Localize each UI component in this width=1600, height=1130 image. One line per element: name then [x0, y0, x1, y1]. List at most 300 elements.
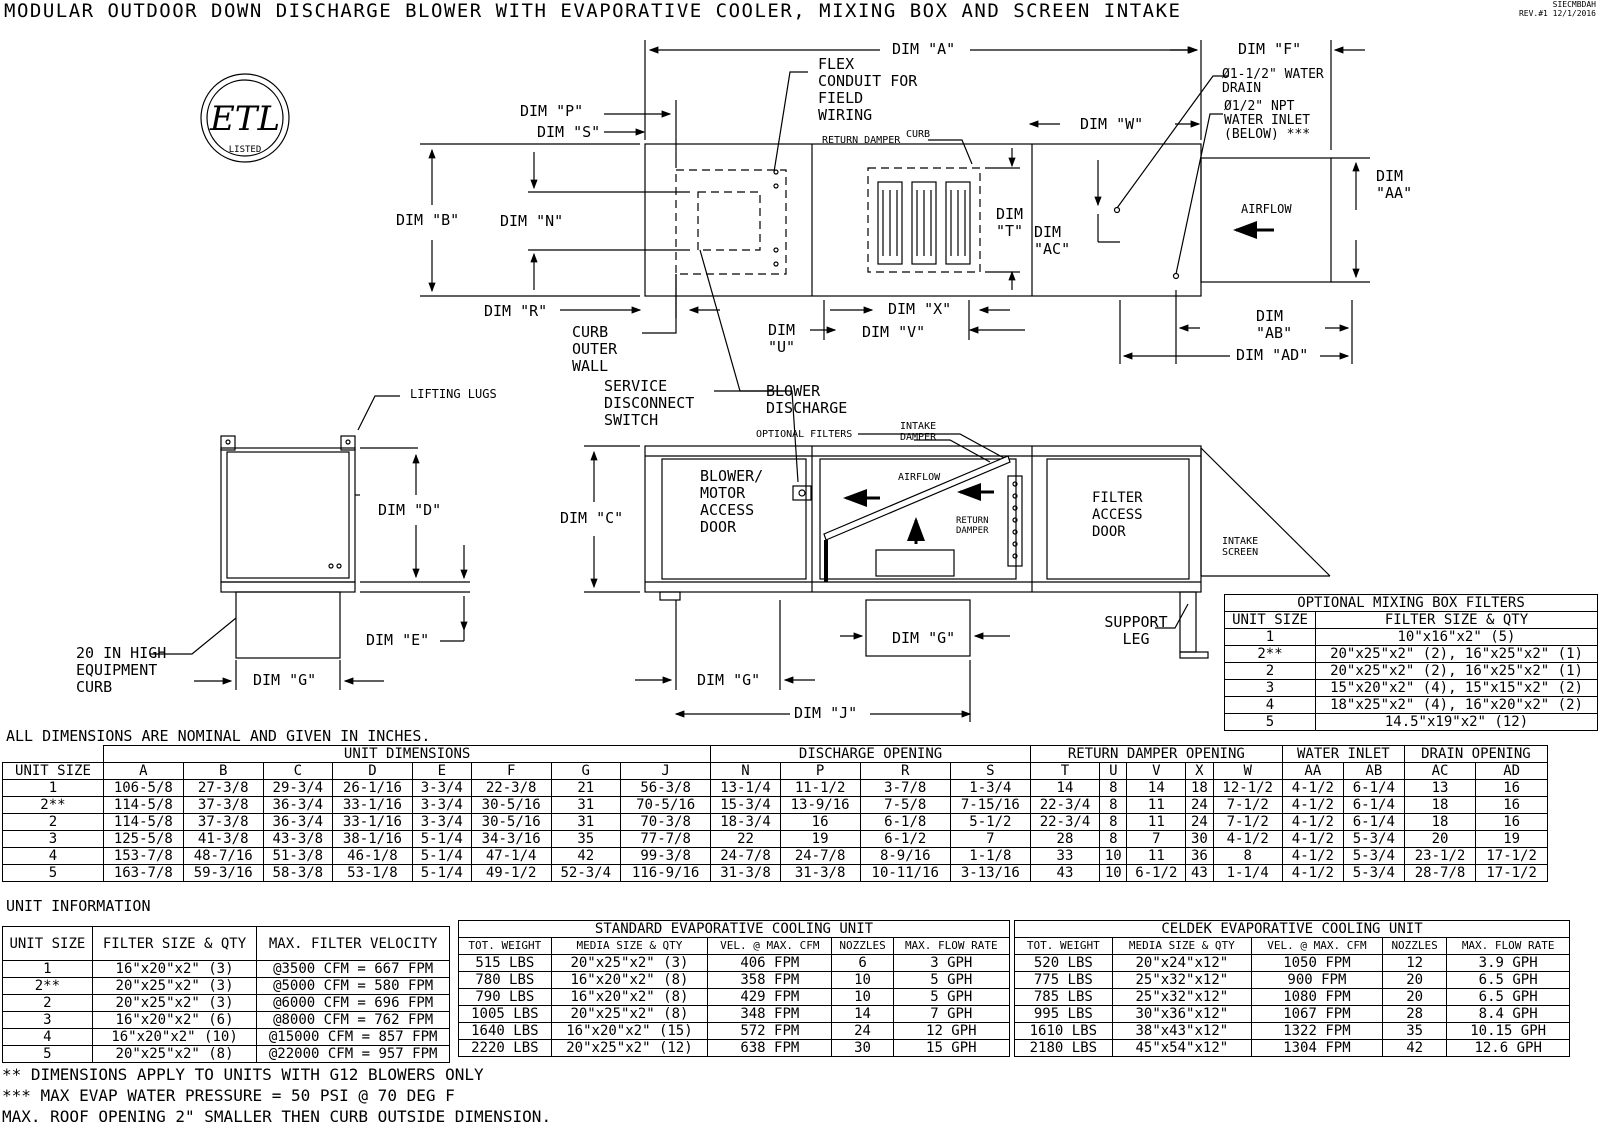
dimension-cell: 22-3/8 [471, 780, 551, 797]
dimension-cell: 13-9/16 [780, 797, 860, 814]
celdek-cell: 1610 LBS [1015, 1023, 1113, 1040]
dimension-cell: 5-3/4 [1343, 848, 1404, 865]
celdek-row [1015, 1023, 1570, 1040]
dimension-cell: 49-1/2 [471, 865, 551, 882]
dim-d-label: DIM "D" [378, 501, 442, 519]
celdek-cell: 785 LBS [1015, 989, 1113, 1006]
dimension-cell: 31-3/8 [711, 865, 780, 882]
return-damper-front-label: RETURN DAMPER [956, 516, 989, 536]
dimension-header-cell: S [950, 763, 1030, 780]
dimension-header-cell: T [1030, 763, 1099, 780]
standard-evap-header-cell: MAX. FLOW RATE [893, 938, 1009, 955]
dimension-cell: 35 [551, 831, 620, 848]
return-damper-blades [878, 182, 970, 264]
celdek-cell: 775 LBS [1015, 972, 1113, 989]
mixing-filters-cell: 15"x20"x2" (4), 15"x15"x2" (2) [1316, 680, 1598, 697]
standard-evap-cell: 15 GPH [893, 1040, 1009, 1057]
dimension-cell: 4-1/2 [1282, 831, 1343, 848]
unit-info-row [3, 978, 450, 995]
dimension-cell: 11 [1127, 814, 1186, 831]
dimension-row [3, 797, 1548, 814]
standard-evap-cell: 790 LBS [459, 989, 552, 1006]
standard-evap-row [459, 989, 1010, 1006]
dimension-cell: 43-3/8 [263, 831, 332, 848]
mixing-filters-cell: 4 [1225, 697, 1316, 714]
celdek-row [1015, 972, 1570, 989]
dim-n-label: DIM "N" [500, 212, 564, 230]
mixing-filters-cell: 3 [1225, 680, 1316, 697]
celdek-cell: 30"x36"x12" [1112, 1006, 1251, 1023]
dimension-cell: 31 [551, 797, 620, 814]
dimension-header-cell: F [471, 763, 551, 780]
dimension-cell: 38-1/16 [333, 831, 413, 848]
dimension-cell: 6-1/4 [1343, 780, 1404, 797]
celdek-title: CELDEK EVAPORATIVE COOLING UNIT [1015, 921, 1570, 938]
group-discharge-opening: DISCHARGE OPENING [711, 746, 1030, 763]
standard-evap-cell: 5 GPH [893, 972, 1009, 989]
standard-evap-header-cell: TOT. WEIGHT [459, 938, 552, 955]
dimension-cell: 1-3/4 [950, 780, 1030, 797]
standard-evap-table [458, 920, 1010, 1057]
celdek-cell: 28 [1382, 1006, 1446, 1023]
dimension-cell: 10-11/16 [860, 865, 950, 882]
dimension-cell: 14 [1127, 780, 1186, 797]
dimension-cell: 14 [1030, 780, 1099, 797]
mixing-filters-cell: 5 [1225, 714, 1316, 731]
dimension-cell: 5-1/4 [412, 865, 471, 882]
standard-evap-cell: 16"x20"x2" (8) [551, 989, 708, 1006]
dim-e-label: DIM "E" [366, 631, 430, 649]
unit-info-row [3, 1046, 450, 1063]
dimension-header-cell: G [551, 763, 620, 780]
dimension-cell: 7-15/16 [950, 797, 1030, 814]
unit-info-cell: @22000 CFM = 957 FPM [257, 1046, 450, 1063]
celdek-cell: 10.15 GPH [1447, 1023, 1570, 1040]
dimension-cell: 24-7/8 [711, 848, 780, 865]
mixing-filters-cell: 20"x25"x2" (2), 16"x25"x2" (1) [1316, 646, 1598, 663]
dimension-header-cell: P [780, 763, 860, 780]
celdek-cell: 1304 FPM [1251, 1040, 1382, 1057]
dimension-cell: 2** [3, 797, 104, 814]
standard-evap-cell: 7 GPH [893, 1006, 1009, 1023]
dim-j-label: DIM "J" [794, 704, 858, 722]
celdek-cell: 1080 FPM [1251, 989, 1382, 1006]
dim-p-label: DIM "P" [520, 102, 584, 120]
unit-info-cell: 20"x25"x2" (8) [92, 1046, 257, 1063]
dimension-cell: 1 [3, 780, 104, 797]
standard-evap-cell: 20"x25"x2" (12) [551, 1040, 708, 1057]
unit-info-row [3, 961, 450, 978]
standard-evap-cell: 16"x20"x2" (15) [551, 1023, 708, 1040]
unit-info-cell: 16"x20"x2" (10) [92, 1029, 257, 1046]
celdek-cell: 6.5 GPH [1447, 972, 1570, 989]
dimension-cell: 16 [1476, 797, 1548, 814]
celdek-header [1015, 938, 1570, 955]
celdek-cell: 520 LBS [1015, 955, 1113, 972]
dimension-cell: 37-3/8 [183, 797, 263, 814]
mixing-filters-cell: 20"x25"x2" (2), 16"x25"x2" (1) [1316, 663, 1598, 680]
dimension-cell: 4-1/2 [1282, 780, 1343, 797]
dimension-table-header [3, 763, 1548, 780]
dimension-cell: 13 [1404, 780, 1475, 797]
dimension-header-cell: N [711, 763, 780, 780]
unit-info-cell: @8000 CFM = 762 FPM [257, 1012, 450, 1029]
dim-a-label: DIM "A" [892, 40, 956, 58]
dimension-cell: 8 [1213, 848, 1282, 865]
standard-evap-header-cell: VEL. @ MAX. CFM [708, 938, 832, 955]
mixing-filters-title: OPTIONAL MIXING BOX FILTERS [1225, 595, 1598, 612]
dimension-cell: 7-1/2 [1213, 814, 1282, 831]
dimension-cell: 56-3/8 [620, 780, 710, 797]
dim-g-front-label: DIM "G" [697, 671, 761, 689]
dimension-cell: 43 [1030, 865, 1099, 882]
mixing-header-filter: FILTER SIZE & QTY [1316, 612, 1598, 629]
dimension-row [3, 831, 1548, 848]
dimension-row [3, 780, 1548, 797]
dim-g-side-label: DIM "G" [253, 671, 317, 689]
celdek-header-cell: MEDIA SIZE & QTY [1112, 938, 1251, 955]
dimension-cell: 31 [551, 814, 620, 831]
unit-info-cell: 16"x20"x2" (3) [92, 961, 257, 978]
dimension-header-cell: X [1186, 763, 1213, 780]
standard-evap-cell: 1005 LBS [459, 1006, 552, 1023]
dimension-cell: 5-3/4 [1343, 831, 1404, 848]
front-view [584, 391, 1330, 722]
water-drain-label: Ø1-1/2" WATER DRAIN [1222, 67, 1324, 96]
standard-evap-cell: 12 GPH [893, 1023, 1009, 1040]
unit-info-row [3, 1029, 450, 1046]
celdek-cell: 42 [1382, 1040, 1446, 1057]
dimension-header-cell: E [412, 763, 471, 780]
dimension-header-cell: W [1213, 763, 1282, 780]
celdek-header-cell: TOT. WEIGHT [1015, 938, 1113, 955]
celdek-cell: 25"x32"x12" [1112, 989, 1251, 1006]
dimension-cell: 8 [1100, 797, 1127, 814]
dimension-cell: 30-5/16 [471, 814, 551, 831]
celdek-header-cell: NOZZLES [1382, 938, 1446, 955]
dimension-cell: 1-1/4 [1213, 865, 1282, 882]
unit-info-cell: @3500 CFM = 667 FPM [257, 961, 450, 978]
dimension-cell: 33-1/16 [333, 814, 413, 831]
dimension-cell: 51-3/8 [263, 848, 332, 865]
dimension-cell: 6-1/4 [1343, 814, 1404, 831]
mixing-filters-cell: 2 [1225, 663, 1316, 680]
dimension-cell: 12-1/2 [1213, 780, 1282, 797]
group-water-inlet: WATER INLET [1282, 746, 1404, 763]
standard-evap-row [459, 1006, 1010, 1023]
dimension-cell: 22 [711, 831, 780, 848]
dimension-cell: 5-1/4 [412, 848, 471, 865]
dimension-cell: 3-3/4 [412, 780, 471, 797]
revision-date: REV.#1 12/1/2016 [1518, 9, 1596, 18]
standard-evap-header [459, 938, 1010, 955]
intake-damper-label: INTAKE DAMPER [900, 421, 937, 443]
dimension-cell: 4-1/2 [1282, 848, 1343, 865]
optional-filters-label: OPTIONAL FILTERS [756, 429, 853, 440]
curb-label: CURB [906, 129, 931, 140]
dimension-cell: 22-3/4 [1030, 814, 1099, 831]
dimension-cell: 31-3/8 [780, 865, 860, 882]
mixing-header-size: UNIT SIZE [1225, 612, 1316, 629]
dimension-cell: 28-7/8 [1404, 865, 1475, 882]
dimension-cell: 7-5/8 [860, 797, 950, 814]
dimension-header-cell: J [620, 763, 710, 780]
dimension-header-cell: UNIT SIZE [3, 763, 104, 780]
unit-info-header-cell: UNIT SIZE [3, 927, 93, 961]
dim-b-label: DIM "B" [396, 211, 460, 229]
mixing-filters-row [1225, 629, 1598, 646]
standard-evap-cell: 10 [832, 972, 893, 989]
water-inlet-label: Ø1/2" NPT WATER INLET (BELOW) *** [1224, 99, 1311, 142]
dimension-cell: 33 [1030, 848, 1099, 865]
return-damper-top-label: RETURN DAMPER [822, 135, 901, 146]
dimension-cell: 4-1/2 [1282, 797, 1343, 814]
dimension-cell: 22-3/4 [1030, 797, 1099, 814]
lifting-lugs-label: LIFTING LUGS [410, 387, 497, 401]
dimension-header-cell: AC [1404, 763, 1475, 780]
dimension-cell: 36-3/4 [263, 814, 332, 831]
dimensions-note: ALL DIMENSIONS ARE NOMINAL AND GIVEN IN INCHES. [6, 727, 431, 745]
unit-info-row [3, 1012, 450, 1029]
dimension-cell: 13-1/4 [711, 780, 780, 797]
dimension-cell: 53-1/8 [333, 865, 413, 882]
logo-text: ETL [209, 99, 281, 139]
unit-info-cell: @6000 CFM = 696 FPM [257, 995, 450, 1012]
dimension-cell: 20 [1404, 831, 1475, 848]
dimension-table [2, 745, 1548, 882]
dimension-cell: 5-1/4 [412, 831, 471, 848]
unit-info-cell: 2 [3, 995, 93, 1012]
curb-outer-wall-label: CURB OUTER WALL [572, 323, 618, 375]
dimension-cell: 18-3/4 [711, 814, 780, 831]
dimension-header-cell: AA [1282, 763, 1343, 780]
unit-info-cell: 3 [3, 1012, 93, 1029]
standard-evap-title: STANDARD EVAPORATIVE COOLING UNIT [459, 921, 1010, 938]
dim-u-label: DIM "U" [768, 321, 796, 356]
dim-w-label: DIM "W" [1080, 115, 1144, 133]
dimension-cell: 23-1/2 [1404, 848, 1475, 865]
dim-f-label: DIM "F" [1238, 40, 1302, 58]
standard-evap-cell: 638 FPM [708, 1040, 832, 1057]
dimension-cell: 163-7/8 [103, 865, 183, 882]
dim-ad-label: DIM "AD" [1236, 346, 1309, 364]
celdek-row [1015, 955, 1570, 972]
standard-evap-row [459, 972, 1010, 989]
dimension-cell: 6-1/2 [860, 831, 950, 848]
dimension-cell: 37-3/8 [183, 814, 263, 831]
dimension-cell: 43 [1186, 865, 1213, 882]
dimension-cell: 21 [551, 780, 620, 797]
dimension-row [3, 814, 1548, 831]
dimension-cell: 52-3/4 [551, 865, 620, 882]
dim-c-label: DIM "C" [560, 509, 624, 527]
dimension-cell: 17-1/2 [1476, 848, 1548, 865]
dim-aa-label: DIM "AA" [1376, 167, 1413, 202]
unit-info-cell: 2** [3, 978, 93, 995]
celdek-table [1014, 920, 1570, 1057]
unit-info-cell: @5000 CFM = 580 FPM [257, 978, 450, 995]
unit-info-cell: 20"x25"x2" (3) [92, 995, 257, 1012]
dimension-cell: 99-3/8 [620, 848, 710, 865]
dimension-cell: 3-3/4 [412, 797, 471, 814]
standard-evap-cell: 1640 LBS [459, 1023, 552, 1040]
dimension-cell: 5 [3, 865, 104, 882]
mixing-filters-table [1224, 594, 1598, 731]
dimension-cell: 11 [1127, 848, 1186, 865]
dimension-cell: 15-3/4 [711, 797, 780, 814]
celdek-cell: 1067 FPM [1251, 1006, 1382, 1023]
celdek-row [1015, 1006, 1570, 1023]
unit-info-cell: 4 [3, 1029, 93, 1046]
drawing-code: SIECMBDAH [1552, 0, 1596, 9]
celdek-cell: 20 [1382, 972, 1446, 989]
dimension-cell: 116-9/16 [620, 865, 710, 882]
dimension-header-cell: R [860, 763, 950, 780]
dimension-cell: 59-3/16 [183, 865, 263, 882]
dimension-cell: 3-13/16 [950, 865, 1030, 882]
dimension-header-cell: AB [1343, 763, 1404, 780]
standard-evap-cell: 24 [832, 1023, 893, 1040]
logo-sub: LISTED [228, 145, 262, 155]
dim-ab-label: DIM "AB" [1256, 307, 1293, 342]
airflow-front-label: AIRFLOW [898, 472, 941, 483]
celdek-cell: 12.6 GPH [1447, 1040, 1570, 1057]
dimension-cell: 125-5/8 [103, 831, 183, 848]
unit-info-cell: 5 [3, 1046, 93, 1063]
mixing-filters-row [1225, 714, 1598, 731]
standard-evap-cell: 30 [832, 1040, 893, 1057]
dimension-cell: 7 [1127, 831, 1186, 848]
dimension-header-cell: A [103, 763, 183, 780]
standard-evap-cell: 780 LBS [459, 972, 552, 989]
dimension-cell: 8-9/16 [860, 848, 950, 865]
standard-evap-header-cell: NOZZLES [832, 938, 893, 955]
standard-evap-cell: 515 LBS [459, 955, 552, 972]
mixing-filters-cell: 10"x16"x2" (5) [1316, 629, 1598, 646]
standard-evap-cell: 6 [832, 955, 893, 972]
dimension-cell: 27-3/8 [183, 780, 263, 797]
dimension-cell: 19 [780, 831, 860, 848]
celdek-cell: 900 FPM [1251, 972, 1382, 989]
service-disconnect-label: SERVICE DISCONNECT SWITCH [604, 377, 695, 429]
dimension-cell: 58-3/8 [263, 865, 332, 882]
standard-evap-row [459, 955, 1010, 972]
dimension-cell: 18 [1186, 780, 1213, 797]
dim-ac-label: DIM "AC" [1034, 223, 1071, 258]
unit-info-rows [3, 961, 450, 1063]
celdek-cell: 1050 FPM [1251, 955, 1382, 972]
dimension-cell: 5-3/4 [1343, 865, 1404, 882]
group-drain-opening: DRAIN OPENING [1404, 746, 1547, 763]
dimension-row [3, 848, 1548, 865]
dimension-row [3, 865, 1548, 882]
note-1: ** DIMENSIONS APPLY TO UNITS WITH G12 BLOWERS ONLY [2, 1065, 484, 1084]
notes [2, 1064, 551, 1127]
dimension-cell: 10 [1100, 848, 1127, 865]
drawing-title: MODULAR OUTDOOR DOWN DISCHARGE BLOWER WITH EVAPORATIVE COOLER, MIXING BOX AND SCREEN INTAKE [4, 0, 1182, 22]
mixing-filters-row [1225, 680, 1598, 697]
flex-conduit-label: FLEX CONDUIT FOR FIELD WIRING [818, 55, 918, 124]
standard-evap-cell: 348 FPM [708, 1006, 832, 1023]
dimension-cell: 26-1/16 [333, 780, 413, 797]
dimension-cell: 8 [1100, 780, 1127, 797]
standard-evap-cell: 2220 LBS [459, 1040, 552, 1057]
celdek-cell: 1322 FPM [1251, 1023, 1382, 1040]
standard-evap-cell: 14 [832, 1006, 893, 1023]
dimension-cell: 30 [1186, 831, 1213, 848]
dimension-cell: 1-1/8 [950, 848, 1030, 865]
dimension-cell: 11 [1127, 797, 1186, 814]
celdek-cell: 995 LBS [1015, 1006, 1113, 1023]
standard-evap-cell: 3 GPH [893, 955, 1009, 972]
mixing-filters-row [1225, 646, 1598, 663]
dimension-cell: 46-1/8 [333, 848, 413, 865]
dimension-cell: 5-1/2 [950, 814, 1030, 831]
mixing-filters-cell: 1 [1225, 629, 1316, 646]
dim-s-label: DIM "S" [537, 123, 601, 141]
celdek-cell: 3.9 GPH [1447, 955, 1570, 972]
dimension-header-cell: C [263, 763, 332, 780]
unit-info-cell: 20"x25"x2" (3) [92, 978, 257, 995]
dimension-cell: 4-1/2 [1282, 865, 1343, 882]
equipment-curb-label: 20 IN HIGH EQUIPMENT CURB [76, 644, 167, 696]
dimension-header-cell: B [183, 763, 263, 780]
celdek-header-cell: VEL. @ MAX. CFM [1251, 938, 1382, 955]
celdek-cell: 38"x43"x12" [1112, 1023, 1251, 1040]
celdek-cell: 12 [1382, 955, 1446, 972]
dimension-cell: 6-1/8 [860, 814, 950, 831]
dimension-cell: 18 [1404, 797, 1475, 814]
unit-info-header-cell: MAX. FILTER VELOCITY [257, 927, 450, 961]
standard-evap-cell: 20"x25"x2" (3) [551, 955, 708, 972]
dimension-cell: 114-5/8 [103, 797, 183, 814]
dimension-cell: 7-1/2 [1213, 797, 1282, 814]
dimension-cell: 28 [1030, 831, 1099, 848]
dimension-cell: 153-7/8 [103, 848, 183, 865]
standard-evap-cell: 572 FPM [708, 1023, 832, 1040]
dimension-header-cell: D [333, 763, 413, 780]
standard-evap-cell: 5 GPH [893, 989, 1009, 1006]
dimension-table-rows [3, 780, 1548, 882]
dimension-cell: 47-1/4 [471, 848, 551, 865]
intake-screen-label: INTAKE SCREEN [1222, 536, 1259, 558]
dimension-cell: 8 [1100, 831, 1127, 848]
dimension-cell: 6-1/2 [1127, 865, 1186, 882]
dimension-cell: 106-5/8 [103, 780, 183, 797]
celdek-cell: 45"x54"x12" [1112, 1040, 1251, 1057]
dimension-cell: 4-1/2 [1213, 831, 1282, 848]
celdek-cell: 20"x24"x12" [1112, 955, 1251, 972]
airflow-top-label: AIRFLOW [1241, 202, 1292, 216]
standard-evap-cell: 429 FPM [708, 989, 832, 1006]
dimension-cell: 17-1/2 [1476, 865, 1548, 882]
dim-r-label: DIM "R" [484, 302, 548, 320]
unit-info-row [3, 995, 450, 1012]
unit-info-header-cell: FILTER SIZE & QTY [92, 927, 257, 961]
celdek-header-cell: MAX. FLOW RATE [1447, 938, 1570, 955]
mixing-filters-rows [1225, 629, 1598, 731]
unit-info-header [3, 927, 450, 961]
dimension-cell: 16 [1476, 814, 1548, 831]
dimension-cell: 4-1/2 [1282, 814, 1343, 831]
standard-evap-cell: 20"x25"x2" (8) [551, 1006, 708, 1023]
dimension-cell: 16 [1476, 780, 1548, 797]
mixing-filters-cell: 18"x25"x2" (4), 16"x20"x2" (2) [1316, 697, 1598, 714]
dimension-cell: 24 [1186, 797, 1213, 814]
celdek-row [1015, 989, 1570, 1006]
dimension-cell: 4 [3, 848, 104, 865]
dim-g-front2-label: DIM "G" [892, 629, 956, 647]
